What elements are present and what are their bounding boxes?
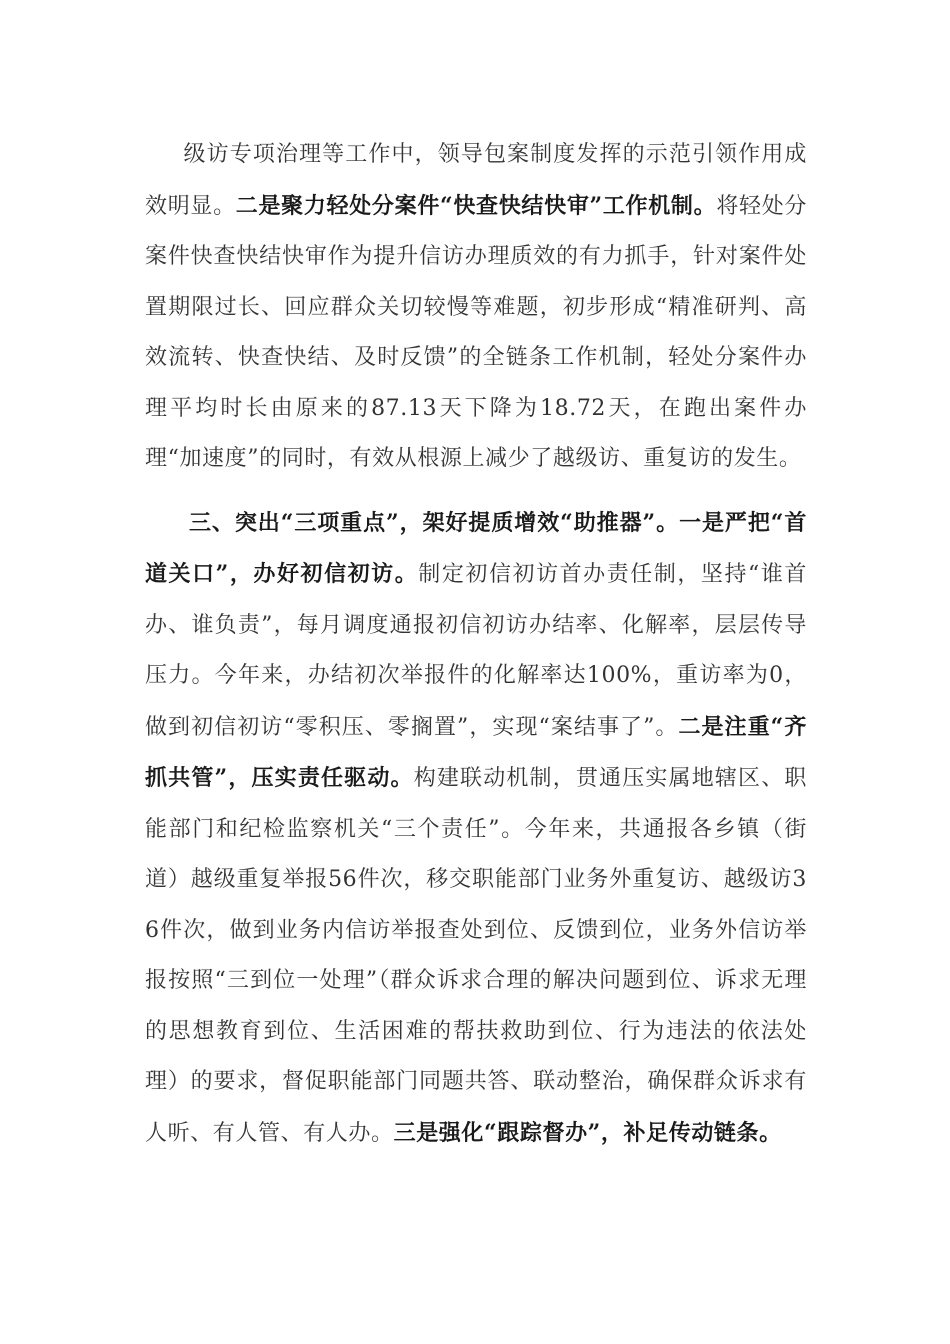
paragraph-1 <box>145 130 807 485</box>
paragraph-2-run-3: 二是注重“齐抓共管”，压实责任驱动。 <box>145 713 807 791</box>
paragraph-2-run-1: 三、突出“三项重点”，架好提质增效“助推器”。一是严把“首道关口”，办好初信初访。 <box>145 509 807 587</box>
paragraph-2-run-4: 构建联动机制，贯通压实属地辖区、职能部门和纪检监察机关“三个责任”。今年来，共通报各乡镇（街道）越级重复举报56件次，移交职能部门业务外重复访、越级访36件次，做到业务内信访举报查处到位、反馈到位，业务外信访举报按照“三到位一处理”（群众诉求合理的解决问题到位、诉求无理的思想教育到位、生活困难的帮扶救助到位、行为违法的依法处理）的要求，督促职能部门同题共答、联动整治，确保群众诉求有人听、有人管、有人办。 <box>145 766 807 1146</box>
paragraph-1-run-3: 将轻处分案件快查快结快审作为提升信访办理质效的有力抓手，针对案件处置期限过长、回应群众关切较慢等难题，初步形成“精准研判、高效流转、快查快结、及时反馈”的全链条工作机制，轻处分案件办理平均时长由原来的87.13天下降为18.72天，在跑出案件办理“加速度”的同时，有效从根源上减少了越级访、重复访的发生。 <box>145 193 808 471</box>
paragraph-2-run-2: 制定初信初访首办责任制，坚持“谁首办、谁负责”，每月调度通报初信初访办结率、化解率，层层传导压力。今年来，办结初次举报件的化解率达100%，重访率为0，做到初信初访“零积压、零搁置”，实现“案结事了”。 <box>145 562 807 740</box>
paragraph-1-run-2: 二是聚力轻处分案件“快查快结快审”工作机制。 <box>235 192 717 219</box>
paragraph-2-run-5: 三是强化“跟踪督办”，补足传动链条。 <box>393 1119 782 1146</box>
paragraph-2 <box>145 498 807 1160</box>
document-body <box>145 130 807 1159</box>
paragraph-1-run-1: 级访专项治理等工作中，领导包案制度发挥的示范引领作用成效明显。 <box>145 142 807 219</box>
